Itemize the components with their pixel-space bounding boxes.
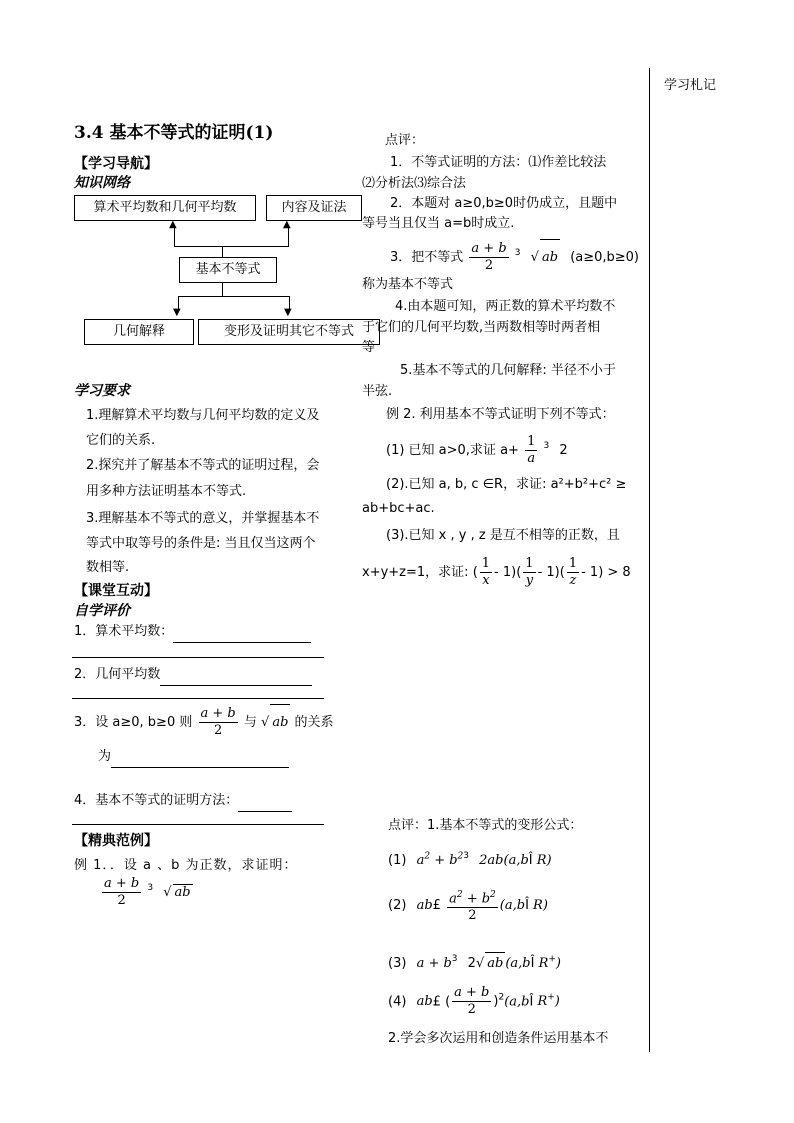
example-1: 例 1．．设 a 、b 为正数，求证明：	[74, 858, 298, 873]
diagram-line	[178, 296, 290, 297]
formula-1: (1) $a^2 + b^{23}$ 2ab(a,bÎ R)	[388, 851, 552, 868]
last-line: 2.学会多次运用和创造条件运用基本不	[388, 1031, 609, 1046]
requirement-line: 2.探究并了解基本不等式的证明过程，会	[86, 458, 320, 473]
comment-1b: ⑵分析法⑶综合法	[362, 176, 467, 191]
comment-4c: 等	[362, 340, 376, 355]
self-eval-label: 自学评价	[74, 603, 130, 619]
example-2-part-1: (1) 已知 a>0,求证 a+ $\frac{1}{a}$ $^3$ 2	[386, 434, 568, 466]
comment-3: 3．把不等式 $\frac{a + b}{2}$ $^3$ √ ab (a≥0,b≥0)	[390, 235, 639, 276]
comment-2-label: 点评：1.基本不等式的变形公式：	[388, 818, 583, 833]
answer-line	[72, 698, 324, 699]
answer-line	[72, 657, 324, 658]
comment-1a: 1．不等式证明的方法：⑴作差比较法	[390, 155, 607, 170]
answer-line	[72, 824, 324, 825]
question-3: 3．设 a≥0, b≥0 则 $\frac{a + b}{2}$ 与 √ ab 的关系	[74, 704, 334, 741]
box-geometric: 几何解释	[84, 319, 194, 345]
margin-divider	[649, 68, 650, 1052]
arrow-down-icon: ▼	[173, 307, 181, 318]
example-2: 例 2. 利用基本不等式证明下列不等式：	[386, 407, 615, 422]
comment-4a: 4.由本题可知，两正数的算术平均数不	[395, 299, 616, 314]
question-3-line2: 为	[98, 746, 289, 768]
comment-label: 点评：	[385, 133, 425, 148]
example-2-part-2b: ab+bc+ac.	[362, 501, 435, 516]
diagram-line	[288, 227, 289, 247]
requirement-line: 用多种方法证明基本不等式.	[86, 484, 247, 499]
arrow-up-icon: ▲	[283, 219, 291, 230]
requirement-line: 1.理解算术平均数与几何平均数的定义及	[86, 408, 320, 423]
example-2-part-3b: x+y+z=1，求证: ( $\frac{1}{x}$ - 1)( $\frac{1}{y}$ - 1)( $\frac{1}{z}$ - 1) > 8	[362, 556, 631, 588]
classroom-header: 【课堂互动】	[74, 583, 158, 599]
formula-2: (2) ab£ $\frac{a^2 + b^2}{2}$ (a,bÎ R)	[388, 886, 548, 926]
example-2-part-3a: (3).已知 x , y , z 是互不相等的正数，且	[386, 528, 620, 543]
example-1-formula: $\frac{a + b}{2}$ $^3$ √ ab	[104, 876, 191, 908]
formula-4: (4) ab£ ( $\frac{a + b}{2}$ )$^2$(a,bÎ R+)	[388, 985, 560, 1018]
comment-4b: 于它们的几何平均数,当两数相等时两者相	[362, 320, 601, 335]
diagram-line	[174, 227, 175, 247]
question-4: 4．基本不等式的证明方法：	[74, 790, 292, 812]
requirement-line: 等式中取等号的条件是: 当且仅当这两个	[86, 536, 316, 551]
question-2: 2．几何平均数	[74, 664, 312, 686]
requirement-line: 3.理解基本不等式的意义，并掌握基本不	[86, 511, 320, 526]
requirements-header: 学习要求	[74, 383, 130, 399]
box-basic-inequality: 基本不等式	[179, 257, 277, 283]
comment-5b: 半弦.	[362, 384, 393, 399]
example-2-part-2a: (2).已知 a, b, c ∈R，求证: a²+b²+c² ≥	[386, 477, 627, 492]
box-means: 算术平均数和几何平均数	[74, 195, 256, 221]
comment-2a: 2．本题对 a≥0,b≥0时仍成立，且题中	[390, 196, 618, 211]
question-1: 1．算术平均数：	[74, 621, 311, 643]
diagram-line	[174, 246, 289, 247]
knowledge-net-label: 知识网络	[74, 175, 130, 191]
comment-2b: 等号当且仅当 a=b时成立.	[362, 216, 515, 231]
requirement-line: 数相等.	[86, 560, 130, 575]
comment-3b: 称为基本不等式	[362, 277, 454, 292]
box-content-proof: 内容及证法	[266, 195, 362, 221]
page-title: 3.4 基本不等式的证明(1)	[74, 123, 274, 143]
arrow-up-icon: ▲	[169, 219, 177, 230]
nav-header: 【学习导航】	[74, 156, 158, 172]
diagram-line	[222, 283, 223, 296]
side-note: 学习札记	[664, 78, 717, 93]
requirement-line: 它们的关系.	[86, 433, 156, 448]
arrow-down-icon: ▼	[284, 307, 292, 318]
formula-3: (3) $a + b^3$ 2√ ab (a,bÎ R+)	[388, 948, 561, 975]
box-variants: 变形及证明其它不等式	[198, 319, 380, 345]
examples-header: 【精典范例】	[74, 833, 158, 849]
fraction-a-plus-b-over-2: $\frac{a + b}{2}$	[200, 706, 236, 738]
comment-5a: 5.基本不等式的几何解释: 半径不小于	[400, 363, 616, 378]
